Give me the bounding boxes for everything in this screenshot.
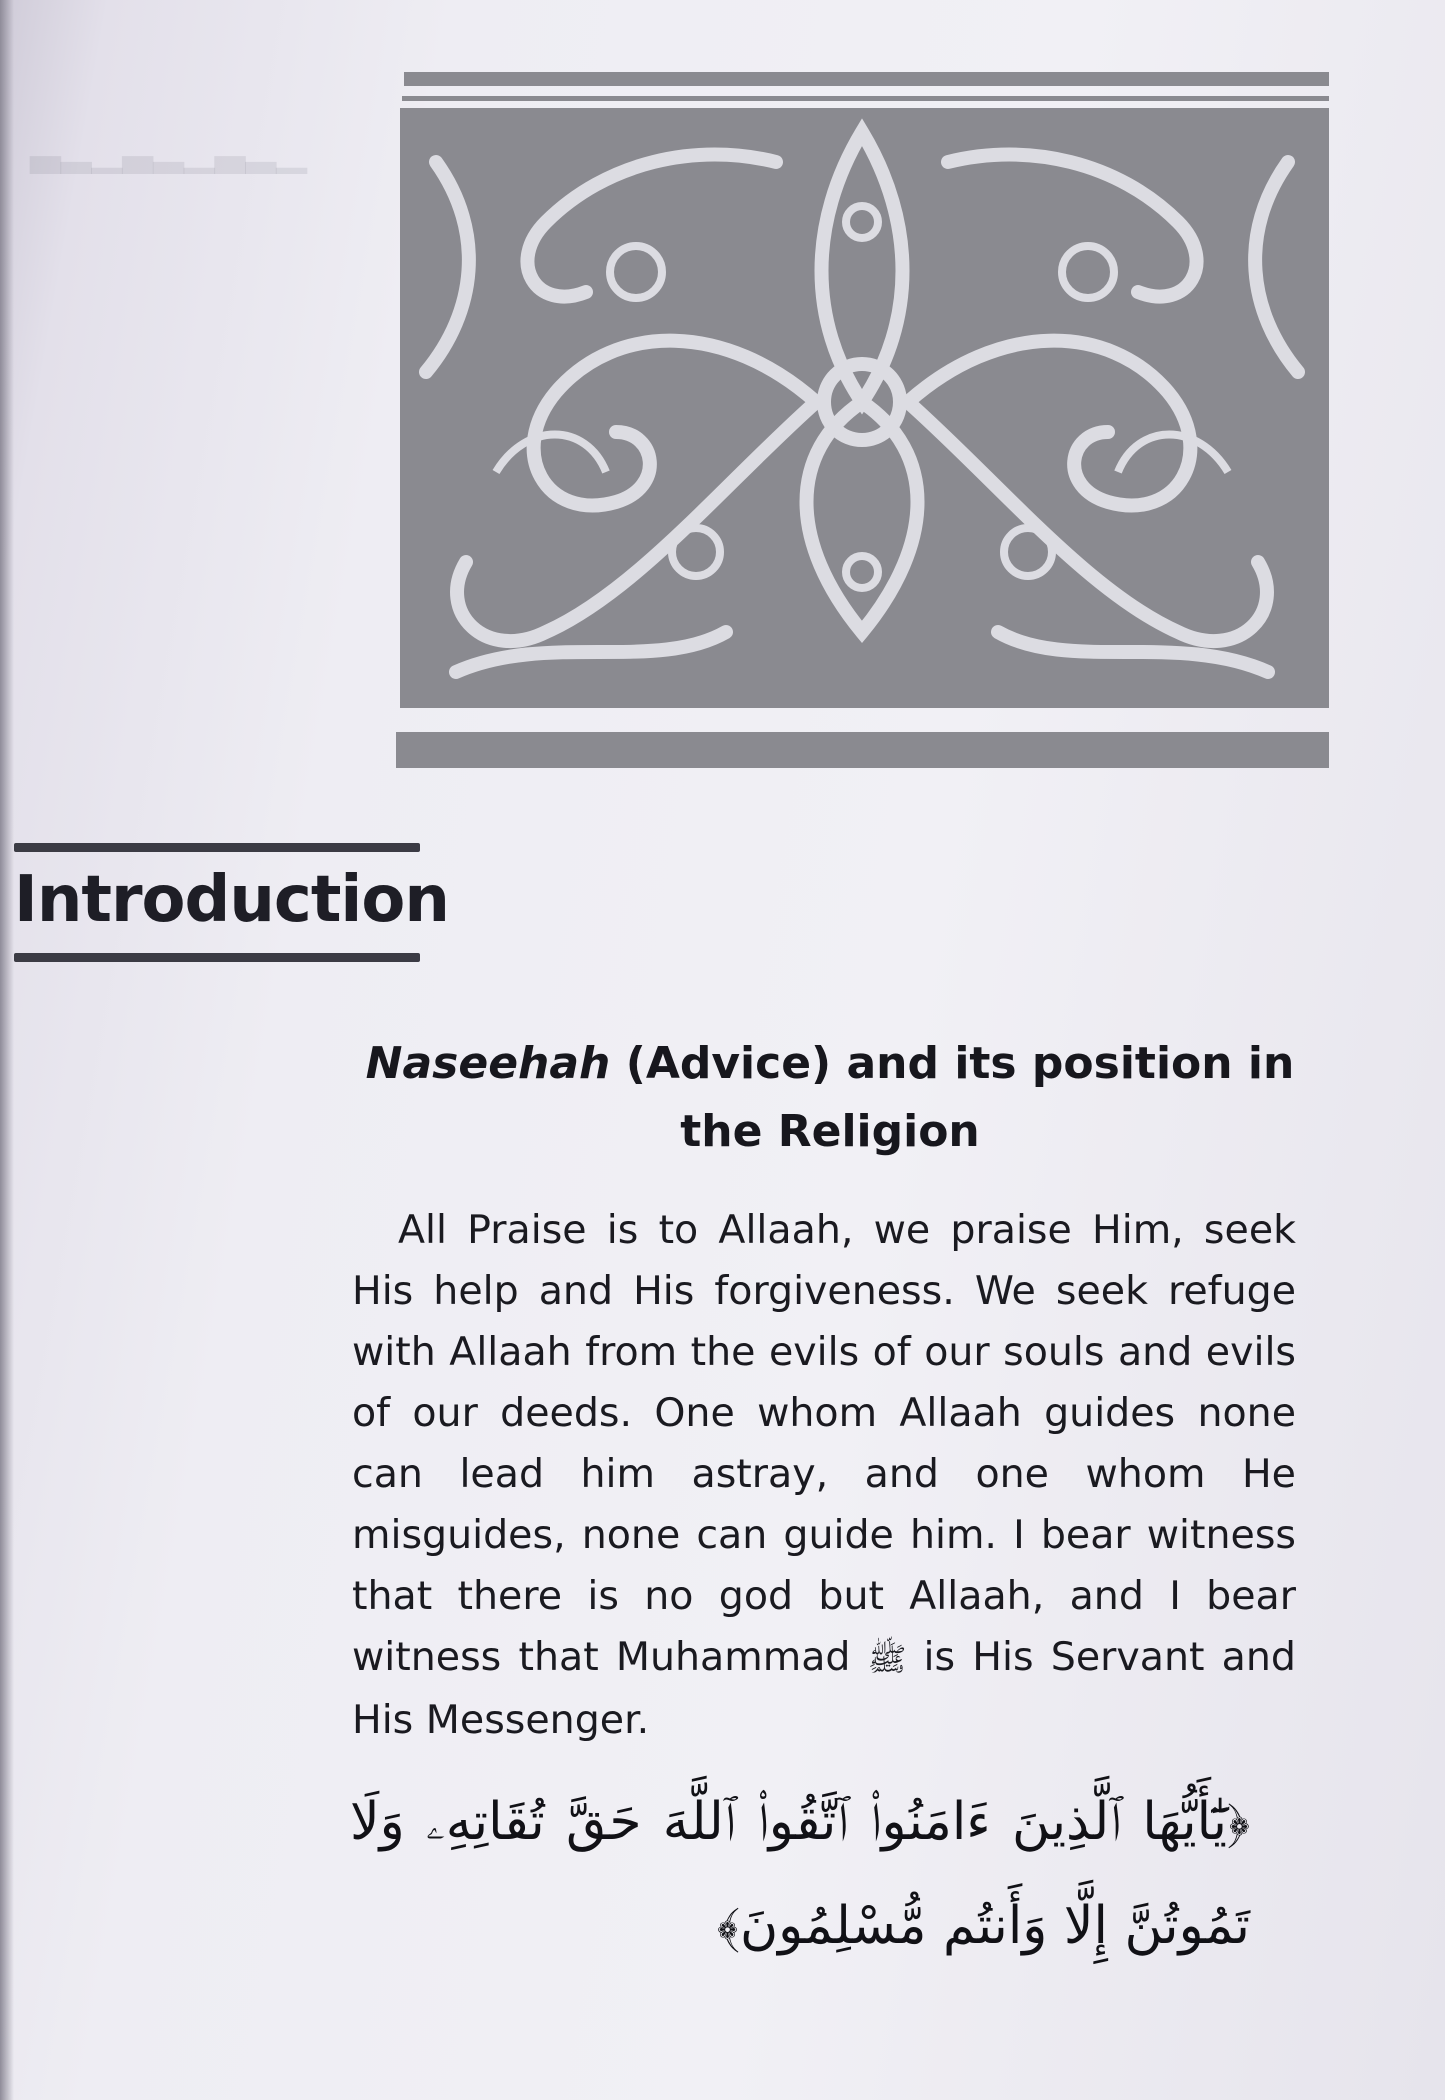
subtitle-text: (Advice) and its position in the Religion xyxy=(610,1038,1295,1157)
bleed-through-texture: ▁▂▃▁▂▃▁▂▃ xyxy=(30,128,307,174)
chapter-subtitle xyxy=(350,1030,1310,1166)
section-heading: Introduction xyxy=(14,863,449,937)
page-spine-shadow xyxy=(0,0,14,2100)
paragraph-text-after-salawat: is His Servant and His Messenger. xyxy=(352,1634,1296,1743)
heading-rule-bottom xyxy=(14,953,420,962)
paragraph-text-before-salawat: All Praise is to Allaah, we praise Him, seek His help and His forgiveness. We seek refuge with Allaah from the evils of our souls and evils of our deeds. One whom Allaah guides none can lead him astray, and one whom He misguides, none can guide him. I bear witness that there is no god but Allaah, and I bear witness that Muhammad xyxy=(352,1207,1296,1680)
ornament-band xyxy=(396,72,1329,770)
heading-rule-top xyxy=(14,843,420,852)
subtitle-italic-term: Naseehah xyxy=(365,1038,611,1089)
salawat-symbol: ﷺ xyxy=(867,1640,907,1678)
quran-verse-arabic: ﴿يَٰٓأَيُّهَا ٱلَّذِينَ ءَامَنُوا۟ ٱتَّقُوا۟ ٱللَّهَ حَقَّ تُقَاتِهِۦ وَلَا تَمُوتُنَّ إِلَّا وَأَنتُم مُّسْلِمُونَ﴾ xyxy=(350,1792,1250,1956)
intro-paragraph xyxy=(352,1200,1296,1751)
